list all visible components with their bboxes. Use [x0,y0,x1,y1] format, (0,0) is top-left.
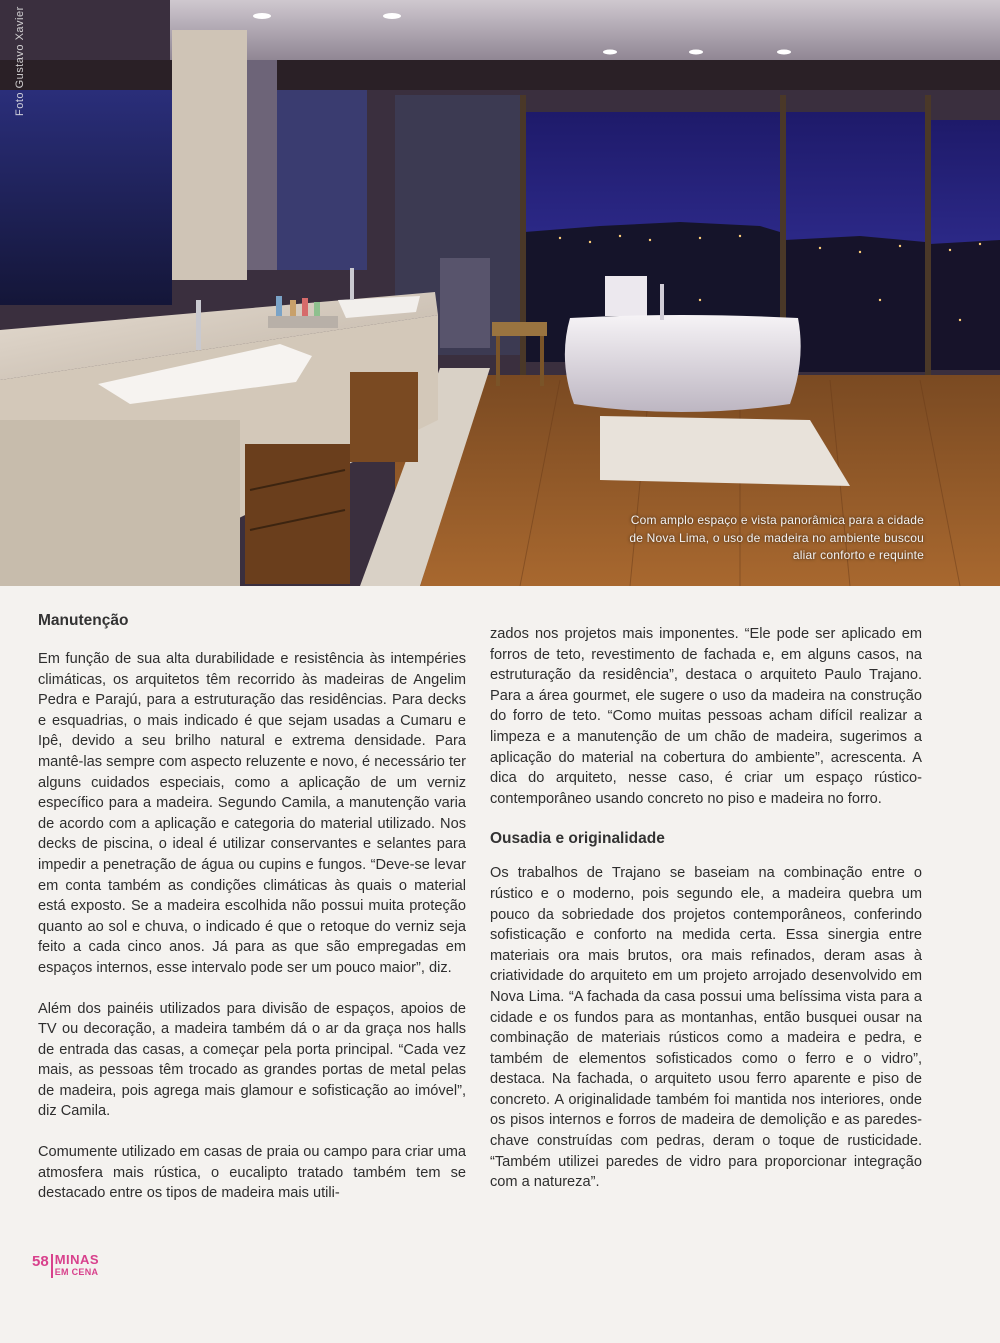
paragraph-continued: zados nos projetos mais imponentes. “Ele pode ser aplicado em forros de teto, revestimento de fachada e, em alguns casos, na estruturação da residência”, destaca o arquiteto Paulo Trajano. Para a área gourmet, ele sugere o uso da madeira na construção do forro de teto. “Como muitas pessoas acham difícil realizar a limpeza e a manutenção de um chão de madeira, sugerimos a aplicação do material na cobertura do ambiente”, acrescenta. A dica do arquiteto, nesse caso, é criar um espaço rústico-contemporâneo usando concreto no piso e madeira no forro. [490,626,922,807]
hero-photo [0,0,1000,586]
footer-divider [51,1254,53,1278]
magazine-logo [55,1254,99,1278]
magazine-logo-bottom: EM CENA [54,1267,99,1277]
magazine-logo-top: MINAS [54,1252,100,1267]
article-left-column [38,611,466,1224]
paragraph: Além dos painéis utilizados para divisão de espaços, apoios de TV ou decoração, a madeira também dá o ar da graça nos halls de entrada das casas, a começar pela porta principal. “Cada vez mais, as pessoas têm trocado as grandes portas de metal pelas de madeira, pois agrega mais glamour e sofisticação ao imóvel”, diz Camila. [38,1000,466,1120]
photo-caption: Com amplo espaço e vista panorâmica para a cidade de Nova Lima, o uso de madeira no ambiente buscou aliar conforto e requinte [629,513,924,562]
paragraph: Os trabalhos de Trajano se baseiam na combinação entre o rústico e o moderno, pois segundo ele, a madeira quebra um pouco da sobriedade dos projetos contemporâneos, conferindo sofisticação e conforto na medida certa. Essa sinergia entre materiais ora mais brutos, ora mais refinados, deram asas à criatividade do arquiteto em um projeto arrojado desenvolvido em Nova Lima. “A fachada da casa possui uma belíssima vista para a cidade e os fundos para as montanhas, então busquei ousar na combinação de materiais rústicos como a madeira e pedra, e também de elementos sofisticados como o ferro e o vidro”, destaca. Na fachada, o arquiteto usou ferro aparente e piso de concreto. A originalidade também foi mantida nos interiores, onde os pisos internos e forros de madeira de demolição e as paredes-chave construídas com pedras, deram o toque de rusticidade. “Também utilizei paredes de vidro para proporcionar integração com a natureza”. [490,865,922,1191]
page-number: 58 [32,1253,49,1270]
paragraph: Em função de sua alta durabilidade e resistência às intempéries climáticas, os arquitetos têm recorrido às madeiras de Angelim Pedra e Parajú, para a estruturação das residências. Para decks e esquadrias, o mais indicado é que sejam usadas a Cumaru e Ipê, devido a seu brilho natural e extrema densidade. Para mantê-las sempre com aspecto reluzente e novo, é necessário ter alguns cuidados especiais, como a aplicação de um verniz específico para a madeira. Segundo Camila, a manutenção varia de acordo com a aplicação e categoria do material utilizado. Nos decks de piscina, o ideal é utilizar conservantes e selantes para impedir a penetração de água ou cupins e fungos. “Deve-se levar em conta também as condições climáticas às quais o material está exposto. Se a madeira escolhida não possui muita proteção quanto ao sol e chuva, o indicado é que o retoque do verniz seja feito a cada cinco anos. Já para as que são empregadas em espaços internos, esse intervalo pode ser um pouco maior”, diz. [38,651,466,976]
paragraph: Comumente utilizado em casas de praia ou campo para criar uma atmosfera mais rústica, o eucalipto tratado também tem se destacado entre os tipos de madeira mais utili- [38,1144,466,1202]
photo-credit: Foto Gustavo Xavier [14,6,26,116]
section-heading-ousadia: Ousadia e originalidade [490,830,665,848]
section-heading-manutencao: Manutenção [38,612,129,629]
page-footer [32,1254,99,1284]
bathroom-photo-illustration [0,0,1000,586]
article-right-column [490,624,922,1213]
